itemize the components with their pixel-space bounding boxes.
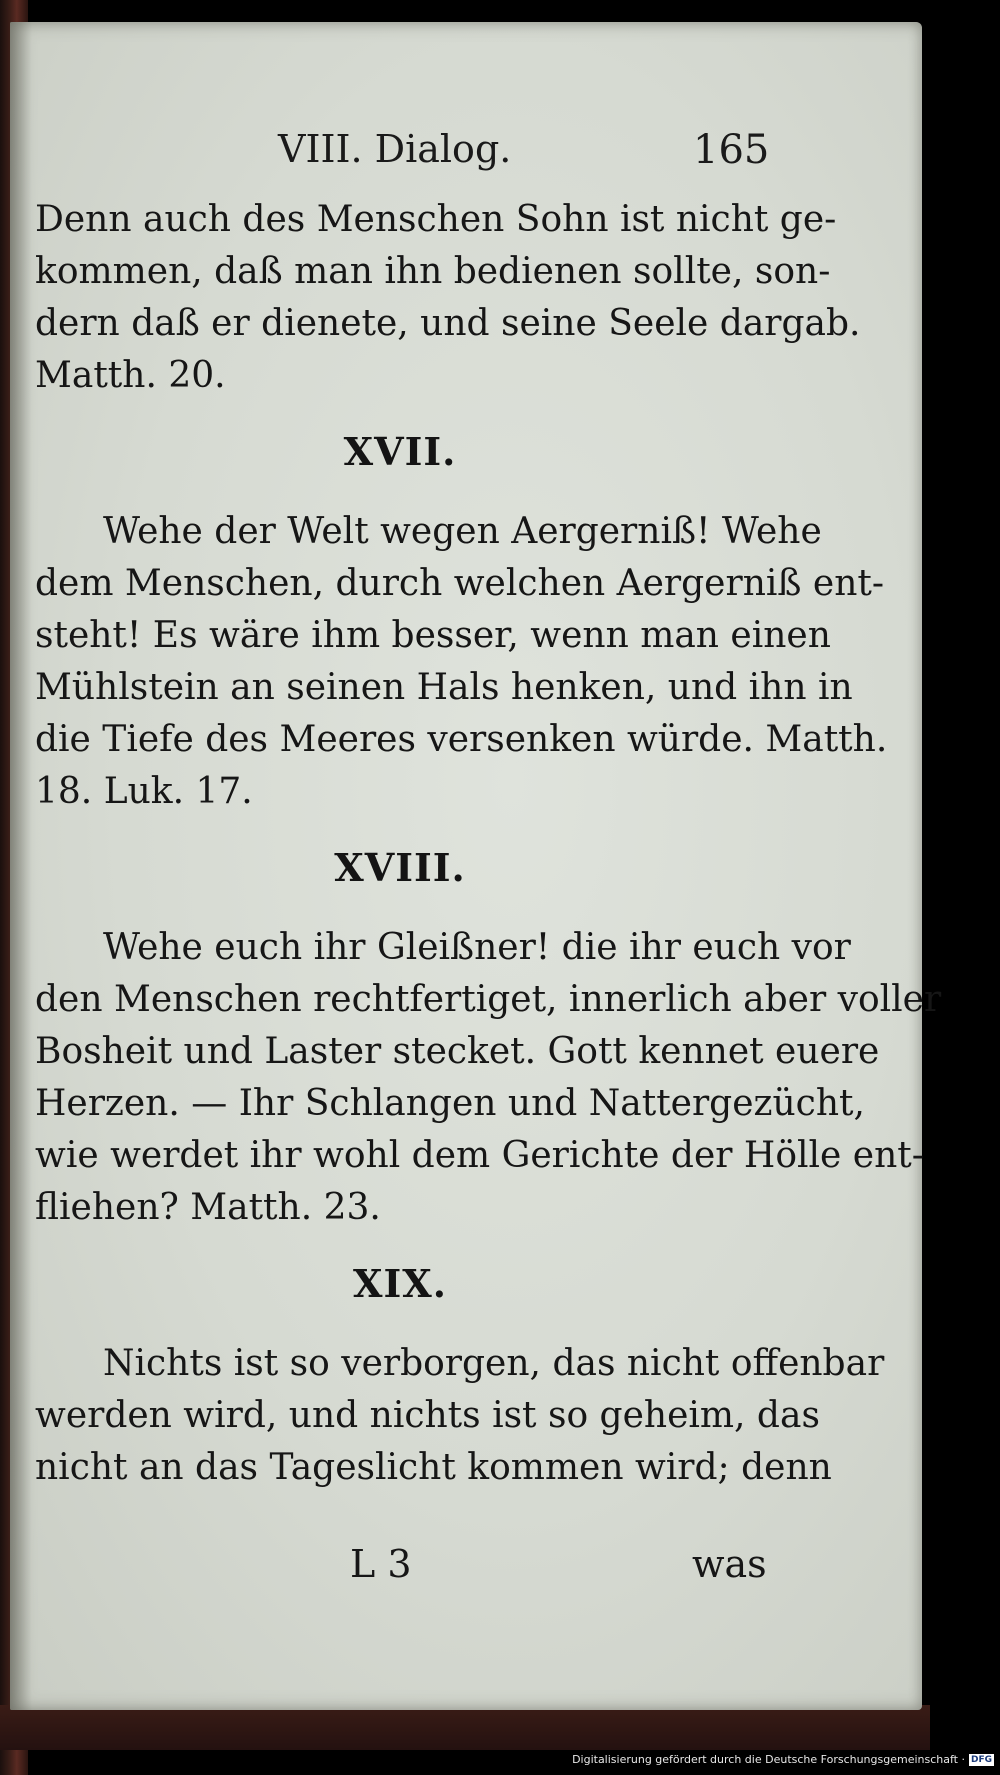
page-number: 165	[693, 127, 770, 173]
text-line: dern daß er dienete, und seine Seele dargab.	[35, 303, 861, 344]
book-page	[10, 22, 942, 1710]
running-title: VIII. Dialog.	[278, 127, 512, 171]
text-line: Matth. 20.	[35, 355, 226, 396]
section-heading: XVII.	[343, 429, 457, 474]
text-line: nicht an das Tageslicht kommen wird; denn	[35, 1447, 832, 1488]
digitization-credit	[572, 1753, 994, 1766]
paragraph-4	[35, 1338, 885, 1494]
book-cover-backdrop	[0, 1705, 930, 1750]
text-line: Mühlstein an seinen Hals henken, und ihn in	[35, 667, 853, 708]
credit-text: Digitalisierung gefördert durch die Deutsche Forschungsgemeinschaft ·	[572, 1753, 965, 1766]
section-heading: XIX.	[353, 1261, 447, 1306]
page-gutter-shadow	[10, 22, 32, 1710]
text-line: Nichts ist so verborgen, das nicht offenbar	[103, 1343, 885, 1384]
text-line: wie werdet ihr wohl dem Gerichte der Hölle ent-	[35, 1135, 924, 1176]
text-line: die Tiefe des Meeres versenken würde. Matth.	[35, 719, 888, 760]
catchword: was	[692, 1542, 767, 1586]
text-line: fliehen? Matth. 23.	[35, 1187, 381, 1228]
text-line: Bosheit und Laster stecket. Gott kennet euere	[35, 1031, 880, 1072]
page-body	[35, 194, 942, 1494]
page-footer	[10, 1542, 770, 1602]
dfg-logo: DFG	[970, 1754, 992, 1765]
paragraph-2	[35, 506, 888, 818]
text-line: Wehe euch ihr Gleißner! die ihr euch vor	[103, 927, 851, 968]
text-line: dem Menschen, durch welchen Aergerniß ent-	[35, 563, 885, 604]
signature-mark: L 3	[350, 1542, 412, 1586]
text-line: steht! Es wäre ihm besser, wenn man einen	[35, 615, 831, 656]
paragraph-1	[35, 194, 861, 402]
text-line: den Menschen rechtfertiget, innerlich aber voller	[35, 979, 942, 1020]
paragraph-3	[35, 922, 942, 1234]
text-line: 18. Luk. 17.	[35, 771, 253, 812]
text-line: kommen, daß man ihn bedienen sollte, son-	[35, 251, 831, 292]
page-header	[10, 127, 770, 187]
text-line: werden wird, und nichts ist so geheim, das	[35, 1395, 820, 1436]
text-line: Herzen. — Ihr Schlangen und Nattergezücht,	[35, 1083, 865, 1124]
text-line: Denn auch des Menschen Sohn ist nicht ge-	[35, 199, 837, 240]
text-line: Wehe der Welt wegen Aergerniß! Wehe	[103, 511, 822, 552]
section-heading: XVIII.	[334, 845, 466, 890]
